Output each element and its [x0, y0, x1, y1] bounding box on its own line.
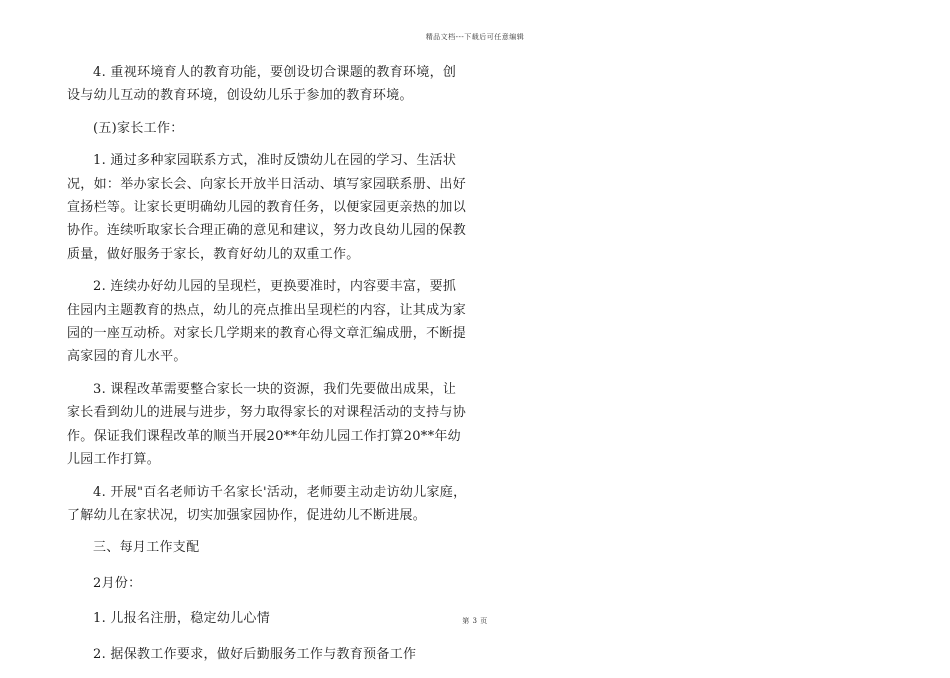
- paragraph-curriculum-reform: 3. 课程改革需要整合家长一块的资源，我们先要做出成果，让家长看到幼儿的进展与进步，努力取得家长的对课程活动的支持与协作。保证我们课程改革的顺当开展20**年幼儿园工作打算20**年幼儿园工作打算。: [67, 381, 467, 468]
- section-heading-parent-work: (五)家长工作：: [93, 120, 184, 136]
- paragraph-display-board: 2. 连续办好幼儿园的呈现栏，更换要准时，内容要丰富，要抓住园内主题教育的热点，幼儿的亮点推出呈现栏的内容，让其成为家园的一座互动桥。对家长几学期来的教育心得文章汇编成册，不断提高家园的育儿水平。: [67, 279, 467, 365]
- section-heading-monthly-plan: 三、每月工作支配: [93, 540, 200, 556]
- paragraph-home-contact: 1. 通过多种家园联系方式，准时反馈幼儿在园的学习、生活状况，如：举办家长会、向家长开放半日活动、填写家园联系册、出好宣扬栏等。让家长更明确幼儿园的教育任务，以便家园更亲热的加以协作。连续听取家长合理正确的意见和建议，努力改良幼儿园的保教质量，做好服务于家长，教育好幼儿的双重工作。: [67, 153, 467, 262]
- paragraph-home-visits: 4. 开展"百名老师访千名家长'活动，老师要主动走访幼儿家庭，了解幼儿在家状况，切实加强家园协作，促进幼儿不断进展。: [67, 484, 467, 523]
- month-label-february: 2月份：: [93, 575, 142, 591]
- paragraph-env-education: 4. 重视环境育人的教育功能，要创设切合课题的教育环境，创设与幼儿互动的教育环境，创设幼儿乐于参加的教育环境。: [67, 65, 457, 104]
- plan-item-registration: 1. 儿报名注册，稳定幼儿心情: [93, 611, 271, 627]
- document-body: [67, 61, 467, 678]
- header-note: 精品文档---下载后可任意编辑: [425, 33, 525, 41]
- page-number: 第 3 页: [462, 617, 488, 625]
- plan-item-logistics: 2. 据保教工作要求，做好后勤服务工作与教育预备工作: [93, 646, 417, 662]
